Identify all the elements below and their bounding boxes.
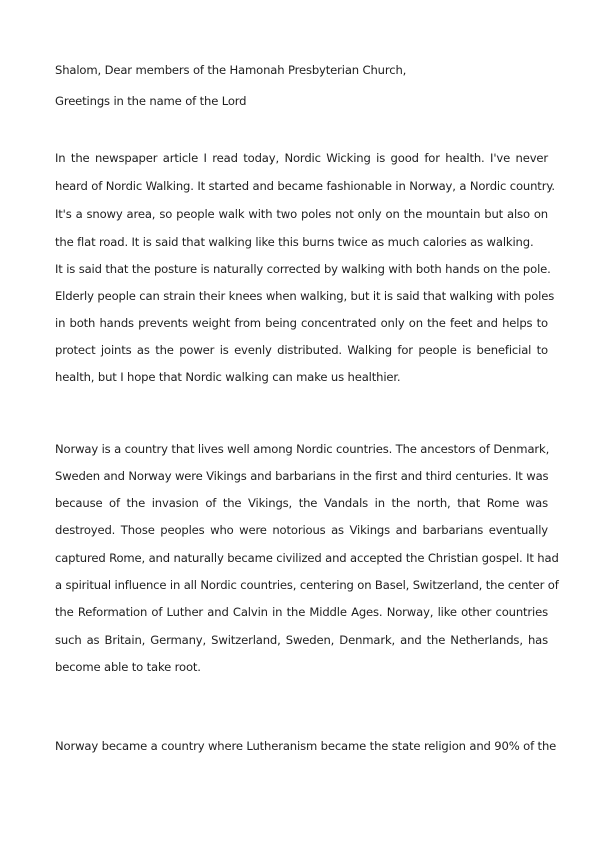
text-line: heard of Nordic Walking. It started and became fashionable in Norway, a Nordic country. — [55, 179, 555, 193]
text-line: because of the invasion of the Vikings, the Vandals in the north, that Rome was — [55, 496, 548, 510]
text-line: Norway is a country that lives well among Nordic countries. The ancestors of Denmark, — [55, 442, 550, 456]
text-line: become able to take root. — [55, 660, 201, 674]
greeting: Greetings in the name of the Lord — [55, 94, 247, 108]
text-line: health, but I hope that Nordic walking can make us healthier. — [55, 370, 401, 384]
text-line: In the newspaper article I read today, Nordic Wicking is good for health. I've never — [55, 151, 548, 165]
text-line: such as Britain, Germany, Switzerland, Sweden, Denmark, and the Netherlands, has — [55, 633, 548, 647]
text-line: a spiritual influence in all Nordic countries, centering on Basel, Switzerland, the center of — [55, 578, 559, 592]
salutation: Shalom, Dear members of the Hamonah Presbyterian Church, — [55, 63, 407, 77]
text-line: It's a snowy area, so people walk with two poles not only on the mountain but also on — [55, 207, 548, 221]
text-line: protect joints as the power is evenly distributed. Walking for people is beneficial to — [55, 343, 548, 357]
text-line: the flat road. It is said that walking like this burns twice as much calories as walking. — [55, 235, 534, 249]
text-line: in both hands prevents weight from being concentrated only on the feet and helps to — [55, 316, 548, 330]
text-line: captured Rome, and naturally became civilized and accepted the Christian gospel. It had — [55, 551, 559, 565]
text-line: It is said that the posture is naturally corrected by walking with both hands on the pole. — [55, 262, 551, 276]
text-line: destroyed. Those peoples who were notorious as Vikings and barbarians eventually — [55, 523, 548, 537]
text-line: Elderly people can strain their knees when walking, but it is said that walking with poles — [55, 289, 555, 303]
text-line: the Reformation of Luther and Calvin in the Middle Ages. Norway, like other countries — [55, 605, 548, 619]
text-line: Sweden and Norway were Vikings and barbarians in the first and third centuries. It was — [55, 469, 549, 483]
text-line: Norway became a country where Lutheranism became the state religion and 90% of the — [55, 739, 557, 753]
